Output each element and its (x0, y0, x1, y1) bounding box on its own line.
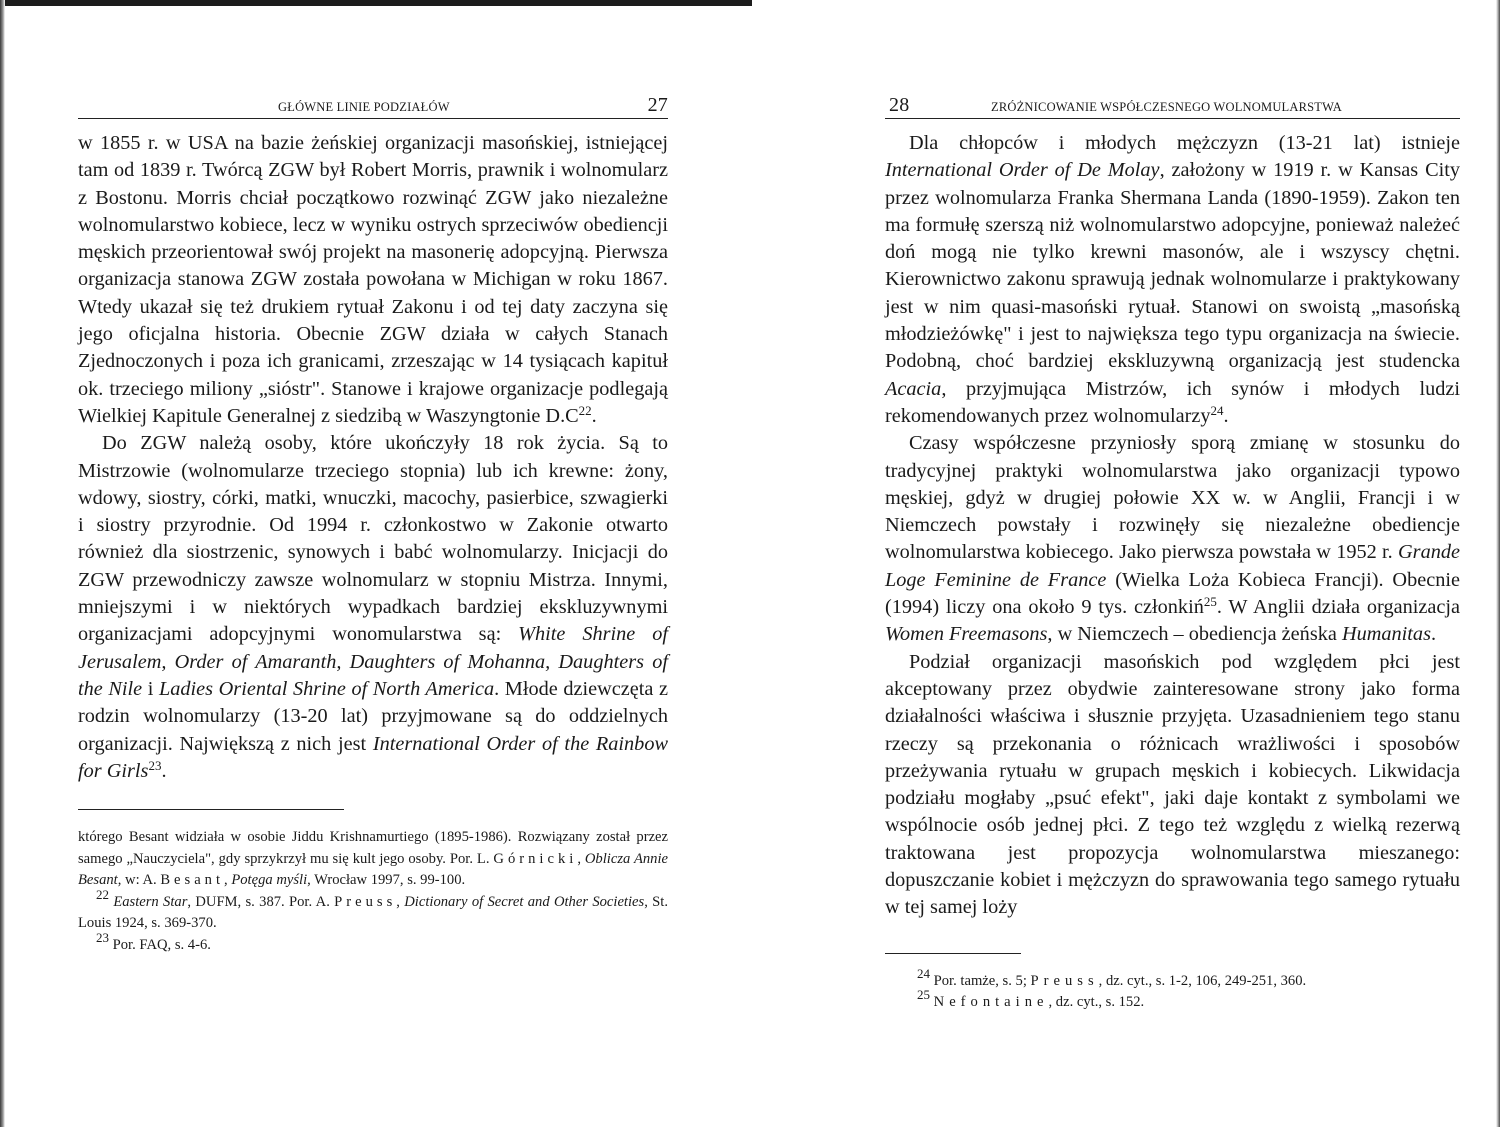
footnote-ref: 22 (578, 402, 592, 418)
scan-left-edge (0, 0, 5, 1127)
running-head-title: ZRÓŻNICOWANIE WSPÓŁCZESNEGO WOLNOMULARSTWA (991, 100, 1342, 114)
page-27 (78, 92, 668, 956)
body-text (78, 130, 668, 785)
scan-right-edge (1496, 0, 1500, 1127)
running-head-title: GŁÓWNE LINIE PODZIAŁÓW (278, 100, 450, 114)
footnote-23: $^{23}$ Por. FAQ, s. 4-6. (96, 929, 211, 953)
scan-top-border (0, 0, 752, 6)
running-header (885, 92, 1460, 119)
paragraph: w 1855 r. w USA na bazie żeńskiej organizacji masońskiej, istniejącej tam od 1839 r. Twórcą ZGW był Robert Morris, prawnik i wolnomularz z Bostonu. Morris chciał początkowo rozwinąć ZGW jako niezależne wolnomularstwo kobiece, lecz w wyniku ostrych sprzeciwów obediencji męskich przeorientował swój projekt na masonerię adopcyjną. Pierwsza organizacja stanowa ZGW została powołana w Michigan w roku 1867. Wtedy ukazał się też drukiem rytuał Zakonu i od tej daty zaczyna się jego oficjalna historia. Obecnie ZGW działa w całych Stanach Zjednoczonych i poza ich granicami, zrzeszając w 14 tysiącach kapituł ok. trzeciego miliony „sióstr". Stanowe i krajowe organizacje podlegają Wielkiej Kapitule Generalnej z siedzibą w Waszyngtonie $D.C^{22}$. (78, 132, 668, 427)
paragraph: Czasy współczesne przyniosły sporą zmianę w stosunku do tradycyjnej praktyki wolnomularstwa jako organizacji typowo męskiej, gdyż w drugiej połowie XX w. w Anglii, Francji i w Niemczech powstały i rozwinęły się niezależne obediencje wolnomularstwa kobiecego. Jako pierwsza powstała w 1952 r. Grande Loge Feminine de France (Wielka Loża Kobieca Francji). Obecnie (1994) liczy ona około 9 tys. członkiń$^{25}$. W Anglii działa organizacja Women Freemasons, w Niemczech – obediencja żeńska Humanitas. (885, 432, 1460, 646)
footnote-continued: którego Besant widziała w osobie Jiddu Krishnamurtiego (1895-1986). Rozwiązany został przez samego „Nauczyciela", gdy sprzykrzył mu się kult jego osoby. Por. L. Górnicki, Oblicza Annie Besant, w: A. Besant, Potęga myśli, Wrocław 1997, s. 99-100. (78, 829, 668, 889)
running-header (78, 92, 668, 119)
footnote-ref: 24 (1210, 402, 1224, 418)
page-28 (885, 92, 1460, 1014)
paragraph: Do ZGW należą osoby, które ukończyły 18 rok życia. Są to Mistrzowie (wolnomularze trzeciego stopnia) lub ich krewne: żony, wdowy, siostry, córki, matki, wnuczki, macochy, pasierbice, szwagierki i siostry przyrodnie. Od 1994 r. członkostwo w Zakonie otwarto również dla siostrzenic, synowych i babć wolnomularzy. Inicjacji do ZGW przewodniczy zawsze wolnomularz w stopniu Mistrza. Innymi, mniejszymi i w niektórych wypadkach bardziej ekskluzywnymi organizacjami adopcyjnymi wonomularstwa są: White Shrine of Jerusalem, Order of Amaranth, Daughters of Mohanna, Daughters of the Nile i Ladies Oriental Shrine of North America. Młode dziewczęta z rodzin wolnomularzy (13-20 lat) przyjmowane są do oddzielnych organizacji. Największą z nich jest International Order of the Rainbow for Girls$^{23}$. (78, 432, 668, 782)
page-number: 27 (647, 94, 668, 116)
footnote-24: $^{24}$ Por. tamże, s. 5; Preuss, dz. cyt., s. 1-2, 106, 249-251, 360. (917, 965, 1307, 989)
footnotes (885, 965, 1460, 1014)
paragraph: Dla chłopców i młodych mężczyzn (13-21 lat) istnieje International Order of De Molay, założony w 1919 r. w Kansas City przez wolnomularza Franka Shermana Landa (1890-1959). Zakon ten ma formułę szerszą niż wolnomularstwo adopcyjne, ponieważ należeć doń mogą nie tylko krewni masonów, ale i wszyscy chętni. Kierownictwo zakonu sprawują jednak wolnomularze i praktykowany jest w nim quasi-masoński rytuał. Stanowi on swoistą „masońską młodzieżówkę" i jest to największa tego typu organizacja na świecie. Podobną, choć bardziej ekskluzywną organizacją jest studencka Acacia, przyjmująca Mistrzów, ich synów i młodych ludzi rekomendowanych przez wolnomularzy$^{24}$. (885, 132, 1461, 427)
footnote-25: $^{25}$ Nefontaine, dz. cyt., s. 152. (917, 987, 1145, 1011)
footnote-separator (885, 953, 1021, 954)
italic-title: Women Freemasons (885, 623, 1048, 646)
footnote-22: $^{22}$ Eastern Star, DUFM, s. 387. Por. A. Preuss, Dictionary of Secret and Other Societies, St. Louis 1924, s. 369-370. (78, 886, 668, 932)
italic-title: Ladies Oriental Shrine of North America (158, 677, 495, 700)
italic-title: International Order of De Molay (885, 159, 1160, 182)
italic-title: Grande Loge Feminine de France (885, 541, 1460, 591)
paragraph: Podział organizacji masońskich pod względem płci jest akceptowany przez obydwie zainteresowane strony jako forma działalności właściwa i słusznie przyjęta. Uzasadnieniem tego stanu rzeczy są przekonania o różnicach wrażliwości i sposobów przeżywania rytuału w grupach męskich i kobiecych. Likwidacja podziału mogłaby „psuć efekt", jaki daje kontakt z symbolami we wspólnocie osób jednej płci. Z tego też względu z wielką rezerwą traktowana jest propozycja wolnomularstwa mieszanego: dopuszczanie kobiet i mężczyzn do sprawowania tego samego rytuału w tej samej loży (885, 650, 1460, 919)
footnote-ref: 23 (148, 757, 162, 773)
footnote-ref: 25 (1203, 594, 1217, 610)
italic-title: White Shrine of Jerusalem, Order of Amaranth, Daughters of Mohanna, Daughters of the Nile (78, 623, 668, 700)
footnotes (78, 827, 668, 956)
footnote-separator (78, 809, 344, 810)
page-number: 28 (889, 94, 910, 116)
body-text (885, 130, 1460, 922)
italic-title: Acacia (885, 377, 942, 400)
italic-title: International Order of the Rainbow for Girls (78, 732, 668, 782)
italic-title: Humanitas (1341, 623, 1431, 646)
